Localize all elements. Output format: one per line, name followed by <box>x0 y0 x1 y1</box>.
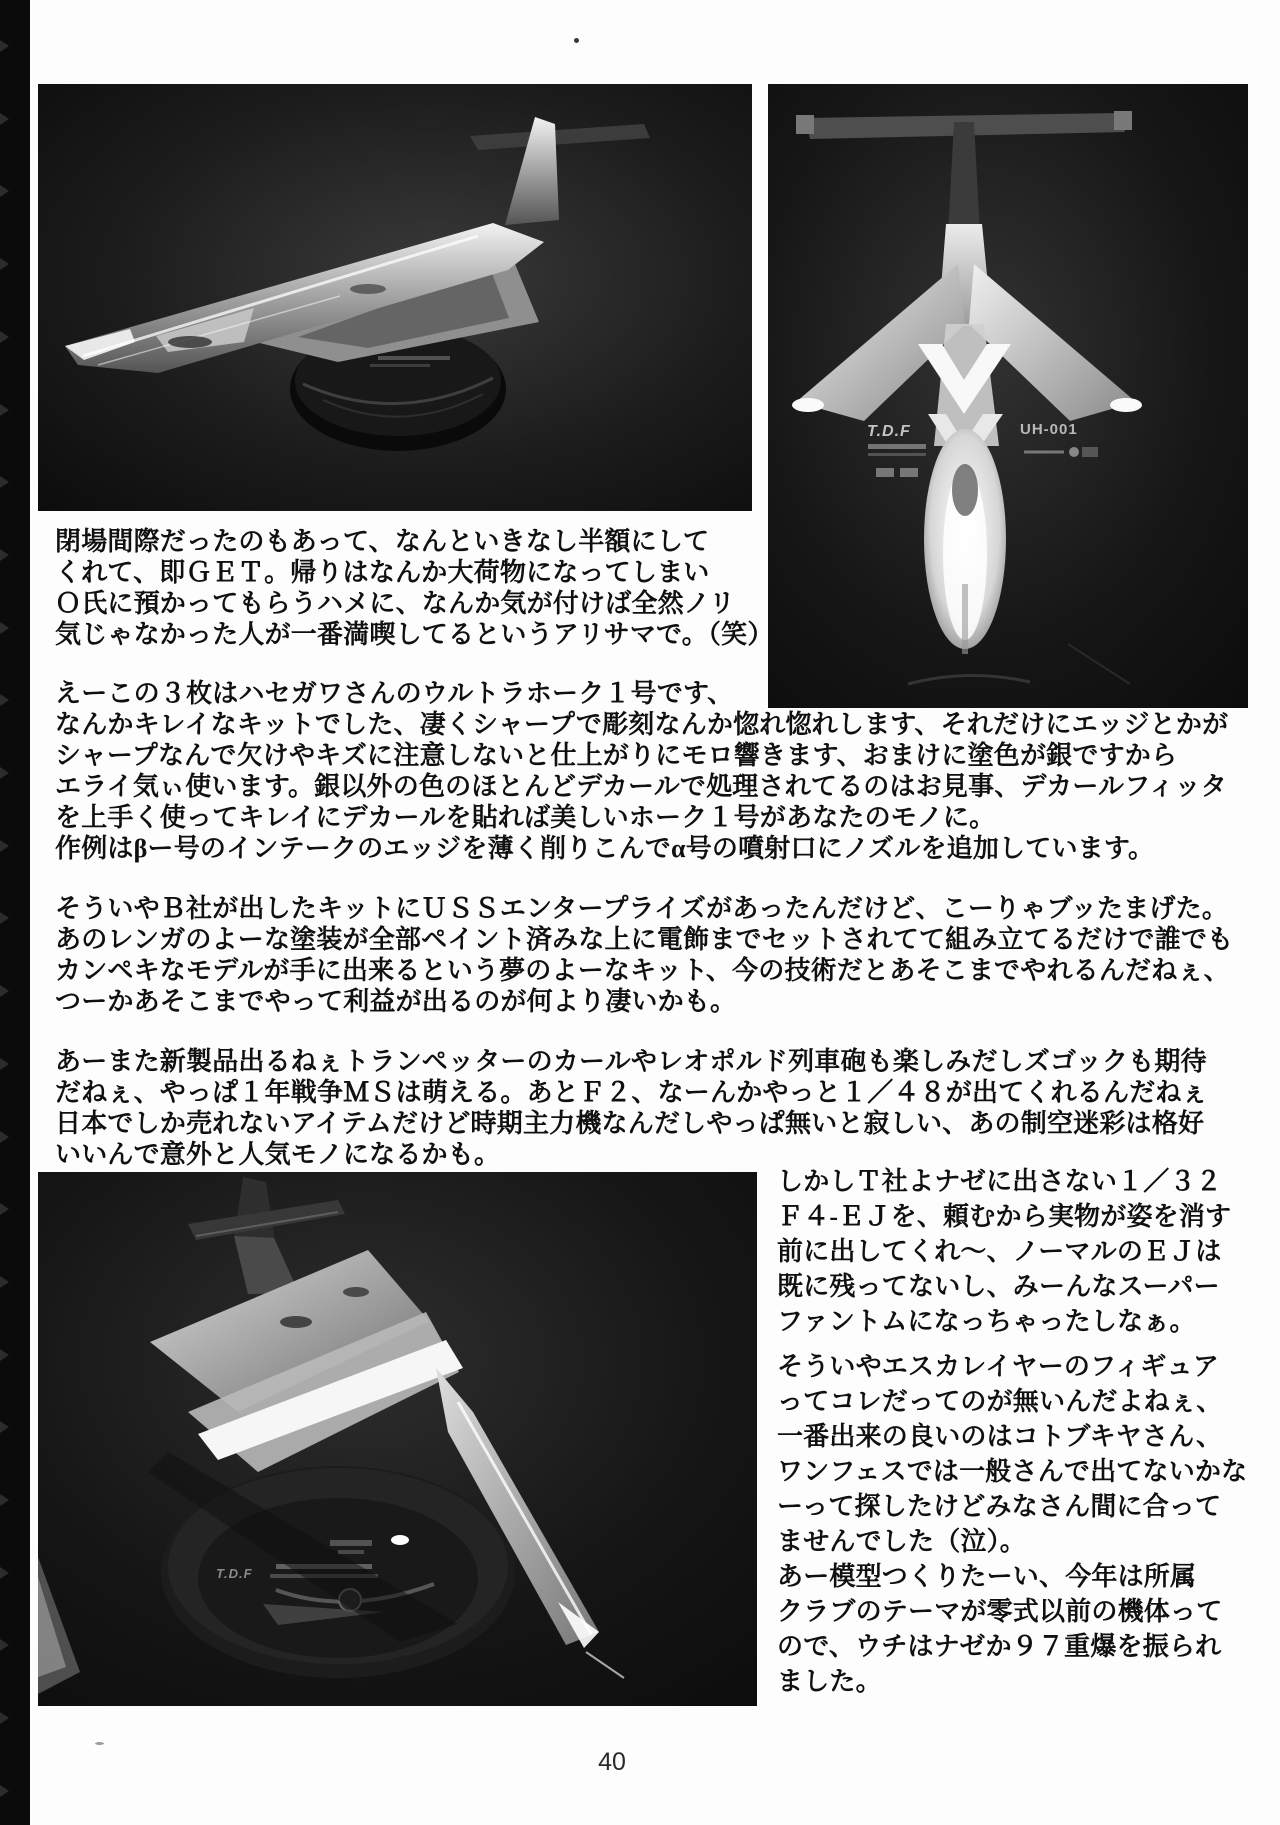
edge-notch <box>0 258 9 270</box>
text-line: だねぇ、やっぱ１年戦争ＭＳは萌える。あとＦ２、なーんかやっと１／４８が出てくれるんだねぇ <box>55 1078 1208 1107</box>
text-line: しかしＴ社よナゼに出さない１／３２ <box>777 1167 1222 1196</box>
text-line: カンペキなモデルが手に出来るという夢のよーなキット、今の技術だとあそこまでやれるんだねぇ、 <box>55 956 1230 985</box>
scan-speck <box>95 1742 104 1745</box>
ultra-hawk-side-view-illustration <box>38 84 752 511</box>
edge-notch <box>0 1639 9 1651</box>
edge-notch <box>0 1785 9 1797</box>
edge-notch <box>0 1421 9 1433</box>
edge-notch <box>0 622 9 634</box>
base-label-uh001: UH-001 <box>1020 421 1078 438</box>
edge-notch <box>0 1131 9 1143</box>
text-line: 日本でしか売れないアイテムだけど時期主力機なんだしやっぱ無いと寂しい、あの制空迷彩は格好 <box>55 1109 1205 1138</box>
text-line: くれて、即ＧＥＴ。帰りはなんか大荷物になってしまい <box>55 558 710 587</box>
text-line: 既に残ってないし、みーんなスーパー <box>777 1272 1220 1301</box>
text-line: あーまた新製品出るねぇトランペッターのカールやレオポルド列車砲も楽しみだしズゴックも期待 <box>55 1047 1207 1076</box>
ultra-hawk-front-view-illustration <box>768 84 1248 708</box>
edge-notch <box>0 185 9 197</box>
edge-notch <box>0 331 9 343</box>
edge-notch <box>0 549 9 561</box>
edge-notch <box>0 404 9 416</box>
edge-notch <box>0 694 9 706</box>
text-line: あのレンガのよーな塗装が全部ペイント済みな上に電飾までセットされてて組み立てるだけで誰でも <box>55 925 1234 954</box>
text-line: ーって探したけどみなさん間に合って <box>777 1492 1222 1521</box>
paragraph-new-products <box>55 1046 1208 1170</box>
paragraph-f4ej <box>777 1164 1231 1339</box>
base-label-tdf: T.D.F <box>867 423 911 440</box>
text-line: ワンフェスでは一般さんで出てないかな <box>777 1457 1248 1486</box>
text-line: 作例はβー号のインテークのエッジを薄く削りこんでα号の噴射口にノズルを追加しています。 <box>55 834 1155 863</box>
edge-notch <box>0 476 9 488</box>
text-line: を上手く使ってキレイにデカールを貼れば美しいホーク１号があなたのモノに。 <box>55 803 996 832</box>
edge-notch <box>0 1494 9 1506</box>
text-line: えーこの３枚はハセガワさんのウルトラホーク１号です、 <box>55 679 734 708</box>
paragraph-closing <box>777 1559 1222 1699</box>
paragraph-hawk-review <box>55 678 1228 864</box>
photo-ultra-hawk-side-view <box>38 84 752 511</box>
edge-notch <box>0 985 9 997</box>
photo-ultra-hawk-front-view <box>768 84 1248 708</box>
text-line: ませんでした（泣）。 <box>777 1527 1027 1556</box>
text-line: シャープなんで欠けやキズに注意しないと仕上がりにモロ響きます、おまけに塗色が銀ですから <box>55 741 1178 770</box>
text-line: いいんで意外と人気モノになるかも。 <box>55 1140 501 1169</box>
text-line: エライ気ぃ使います。銀以外の色のほとんどデカールで処理されてるのはお見事、デカールフィッタ <box>55 772 1227 801</box>
text-line: ファントムになっちゃったしなぁ。 <box>777 1307 1196 1336</box>
paragraph-intro <box>55 526 774 650</box>
text-line: クラブのテーマが零式以前の機体って <box>777 1597 1223 1626</box>
edge-notch <box>0 1058 9 1070</box>
edge-notch <box>0 767 9 779</box>
page-number: 40 <box>598 1748 626 1776</box>
text-line: ってコレだってのが無いんだよねぇ、 <box>777 1387 1223 1416</box>
text-line: なんかキレイなキットでした、凄くシャープで彫刻なんか惚れ惚れします、それだけにエッジとかが <box>55 710 1229 739</box>
text-line: 前に出してくれ～、ノーマルのＥＪは <box>777 1237 1222 1266</box>
text-line: ので、ウチはナゼか９７重爆を振られ <box>777 1632 1222 1661</box>
edge-notch <box>0 1349 9 1361</box>
edge-notch <box>0 40 9 52</box>
edge-notch <box>0 912 9 924</box>
base-label-tdf: T.D.F <box>216 1566 253 1581</box>
edge-notch <box>0 1203 9 1215</box>
text-line: Ｆ４-ＥＪを、頼むから実物が姿を消す <box>777 1202 1232 1231</box>
edge-notch <box>0 840 9 852</box>
text-line: そういやＢ社が出したキットにＵＳＳエンタープライズがあったんだけど、こーりゃブッたまげた。 <box>55 894 1229 923</box>
ultra-hawk-angled-view-illustration <box>38 1172 757 1706</box>
edge-notch <box>0 1712 9 1724</box>
paragraph-enterprise <box>55 893 1233 1017</box>
text-line: あー模型つくりたーい、今年は所属 <box>777 1562 1197 1591</box>
text-line: つーかあそこまでやって利益が出るのが何より凄いかも。 <box>55 987 737 1016</box>
edge-notch <box>0 113 9 125</box>
text-line: 一番出来の良いのはコトブキヤさん、 <box>777 1422 1223 1451</box>
text-line: Ｏ氏に預かってもらうハメに、なんか気が付けば全然ノリ <box>55 589 736 618</box>
text-line: ました。 <box>777 1667 882 1696</box>
edge-notch <box>0 1567 9 1579</box>
paragraph-escalayer <box>777 1349 1247 1559</box>
edge-notch <box>0 1276 9 1288</box>
text-line: 気じゃなかった人が一番満喫してるというアリサマで。（笑） <box>55 620 774 649</box>
scan-speck <box>574 38 579 43</box>
photo-ultra-hawk-angled-view <box>38 1172 757 1706</box>
binding-edge-bar <box>0 0 30 1825</box>
text-line: そういやエスカレイヤーのフィギュア <box>777 1352 1220 1381</box>
text-line: 閉場間際だったのもあって、なんといきなし半額にして <box>55 527 710 556</box>
